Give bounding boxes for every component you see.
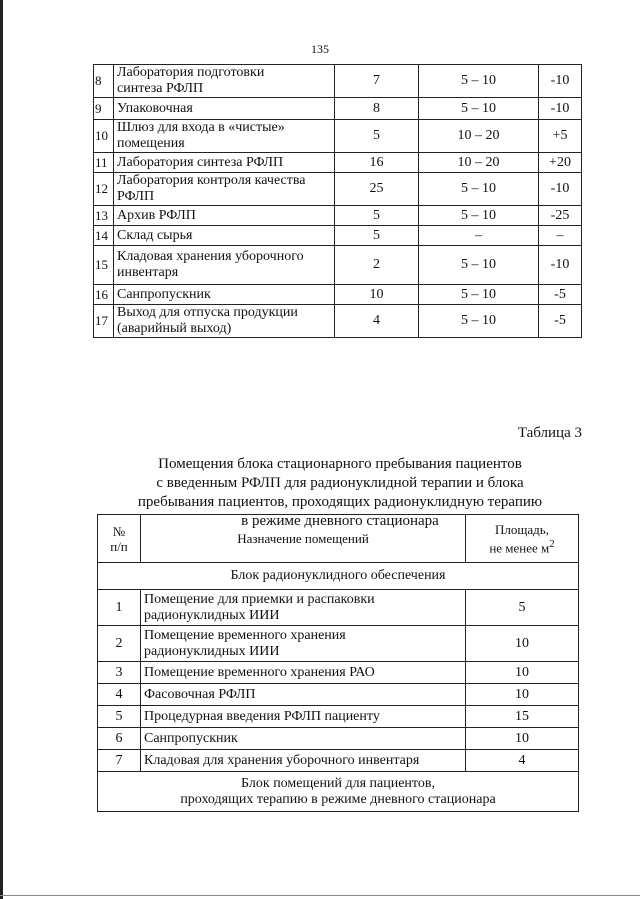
room-name <box>114 98 335 120</box>
pressure-value: -5 <box>539 305 582 338</box>
pressure-value: +5 <box>539 120 582 153</box>
area-value: 5 <box>335 120 419 153</box>
room-name-line: Кладовая хранения уборочного <box>117 249 304 264</box>
page-number: 135 <box>311 42 329 56</box>
table-row <box>98 728 579 750</box>
group-row <box>98 772 579 812</box>
table-row <box>94 246 582 285</box>
area-value: 5 <box>335 226 419 246</box>
air-exchange-value: – <box>419 226 539 246</box>
room-name-line: РФЛП <box>117 189 155 204</box>
header-number: № п/п <box>98 515 141 563</box>
group-heading: Блок радионуклидного обеспечения <box>98 563 579 590</box>
room-name-line: Шлюз для входа в «чистые» <box>117 120 285 135</box>
area-value: 15 <box>466 706 579 728</box>
table-row <box>98 706 579 728</box>
table-row <box>94 153 582 173</box>
row-number: 7 <box>98 750 141 772</box>
room-name <box>114 246 335 285</box>
table-3-body <box>98 515 579 812</box>
table-3 <box>97 514 579 812</box>
room-name <box>114 65 335 98</box>
area-value: 10 <box>335 285 419 305</box>
table-row <box>98 684 579 706</box>
room-name-line: Склад сырья <box>117 227 193 243</box>
room-name <box>114 305 335 338</box>
pressure-value: -5 <box>539 285 582 305</box>
room-name-line: Выход для отпуска продукции <box>117 305 298 320</box>
pressure-value: -10 <box>539 98 582 120</box>
room-name <box>141 684 466 706</box>
table-row <box>94 65 582 98</box>
row-number: 16 <box>94 285 114 305</box>
room-name-line: Лаборатория контроля качества <box>117 173 306 188</box>
air-exchange-value: 5 – 10 <box>419 246 539 285</box>
area-value: 10 <box>466 728 579 750</box>
room-name <box>141 662 466 684</box>
table-row <box>94 305 582 338</box>
room-name-line: инвентаря <box>117 265 179 280</box>
table-2-body <box>94 65 582 338</box>
room-name <box>114 173 335 206</box>
table-row <box>94 285 582 305</box>
room-name <box>114 285 335 305</box>
air-exchange-value: 5 – 10 <box>419 173 539 206</box>
area-value: 10 <box>466 662 579 684</box>
header-name: Назначение помещений <box>141 515 466 563</box>
room-name <box>141 750 466 772</box>
group-heading-line: проходящих терапию в режиме дневного стационара <box>180 791 496 807</box>
room-name-line: помещения <box>117 136 185 151</box>
area-value: 10 <box>466 684 579 706</box>
title-line: с введенным РФЛП для радионуклидной терапии и блока <box>156 475 524 491</box>
pressure-value: -10 <box>539 65 582 98</box>
pressure-value: +20 <box>539 153 582 173</box>
room-name-line: синтеза РФЛП <box>117 81 204 96</box>
header-area: Площадь, не менее $м^2$ <box>466 515 579 563</box>
room-name <box>141 706 466 728</box>
group-heading-line: Блок помещений для пациентов, <box>241 775 435 791</box>
table-3-caption: Таблица 3 <box>517 425 582 441</box>
table-row <box>98 662 579 684</box>
pressure-value: -10 <box>539 246 582 285</box>
air-exchange-value: 10 – 20 <box>419 120 539 153</box>
room-name-line: Санпропускник <box>117 286 211 302</box>
room-name-line: Лаборатория подготовки <box>117 65 265 80</box>
air-exchange-value: 5 – 10 <box>419 285 539 305</box>
group-heading <box>98 772 579 812</box>
area-value: 5 <box>466 590 579 626</box>
area-value: 4 <box>466 750 579 772</box>
room-name <box>141 728 466 750</box>
room-name-line: (аварийный выход) <box>117 321 232 336</box>
row-number: 10 <box>94 120 114 153</box>
row-number: 11 <box>94 153 114 173</box>
table-row <box>94 173 582 206</box>
room-name-line: радионуклидных ИИИ <box>144 607 280 623</box>
table-row <box>98 626 579 662</box>
room-name-line: Архив РФЛП <box>117 207 196 223</box>
row-number: 4 <box>98 684 141 706</box>
area-value: 8 <box>335 98 419 120</box>
row-number: 9 <box>94 98 114 120</box>
area-value: 25 <box>335 173 419 206</box>
row-number: 2 <box>98 626 141 662</box>
table-row <box>98 750 579 772</box>
area-value: 16 <box>335 153 419 173</box>
air-exchange-value: 5 – 10 <box>419 206 539 226</box>
room-name-line: Лаборатория синтеза РФЛП <box>117 154 284 170</box>
room-name <box>141 626 466 662</box>
area-value: 4 <box>335 305 419 338</box>
air-exchange-value: 5 – 10 <box>419 98 539 120</box>
table-2-continuation <box>93 64 582 338</box>
row-number: 13 <box>94 206 114 226</box>
title-line: Помещения блока стационарного пребывания пациентов <box>158 456 522 472</box>
air-exchange-value: 10 – 20 <box>419 153 539 173</box>
room-name <box>114 153 335 173</box>
area-value: 5 <box>335 206 419 226</box>
row-number: 6 <box>98 728 141 750</box>
room-name-line: Помещение для приемки и распаковки <box>144 591 375 607</box>
room-name <box>141 590 466 626</box>
table-row <box>98 590 579 626</box>
air-exchange-value: 5 – 10 <box>419 305 539 338</box>
group-row <box>98 563 579 590</box>
pressure-value: -25 <box>539 206 582 226</box>
table-row <box>94 226 582 246</box>
room-name-line: Упаковочная <box>117 100 193 116</box>
room-name <box>114 120 335 153</box>
area-value: 7 <box>335 65 419 98</box>
row-number: 17 <box>94 305 114 338</box>
row-number: 14 <box>94 226 114 246</box>
room-name <box>114 206 335 226</box>
room-name <box>114 226 335 246</box>
scan-bottom-edge <box>0 895 640 896</box>
pressure-value: – <box>539 226 582 246</box>
title-line: пребывания пациентов, проходящих радионуклидную терапию <box>137 494 543 510</box>
table-3-header-row <box>98 515 579 563</box>
room-name-line: Процедурная введения РФЛП пациенту <box>144 708 380 724</box>
room-name-line: радионуклидных ИИИ <box>144 643 280 659</box>
area-value: 10 <box>466 626 579 662</box>
pressure-value: -10 <box>539 173 582 206</box>
scan-left-edge <box>0 0 3 899</box>
room-name-line: Помещение временного хранения РАО <box>144 664 375 680</box>
row-number: 3 <box>98 662 141 684</box>
table-row <box>94 98 582 120</box>
table-row <box>94 120 582 153</box>
title-line: в режиме дневного стационара <box>241 513 439 529</box>
room-name-line: Фасовочная РФЛП <box>144 686 256 702</box>
row-number: 1 <box>98 590 141 626</box>
row-number: 12 <box>94 173 114 206</box>
row-number: 5 <box>98 706 141 728</box>
room-name-line: Санпропускник <box>144 730 238 746</box>
table-row <box>94 206 582 226</box>
air-exchange-value: 5 – 10 <box>419 65 539 98</box>
row-number: 15 <box>94 246 114 285</box>
area-value: 2 <box>335 246 419 285</box>
room-name-line: Помещение временного хранения <box>144 627 346 643</box>
row-number: 8 <box>94 65 114 98</box>
room-name-line: Кладовая для хранения уборочного инвентаря <box>144 752 420 768</box>
